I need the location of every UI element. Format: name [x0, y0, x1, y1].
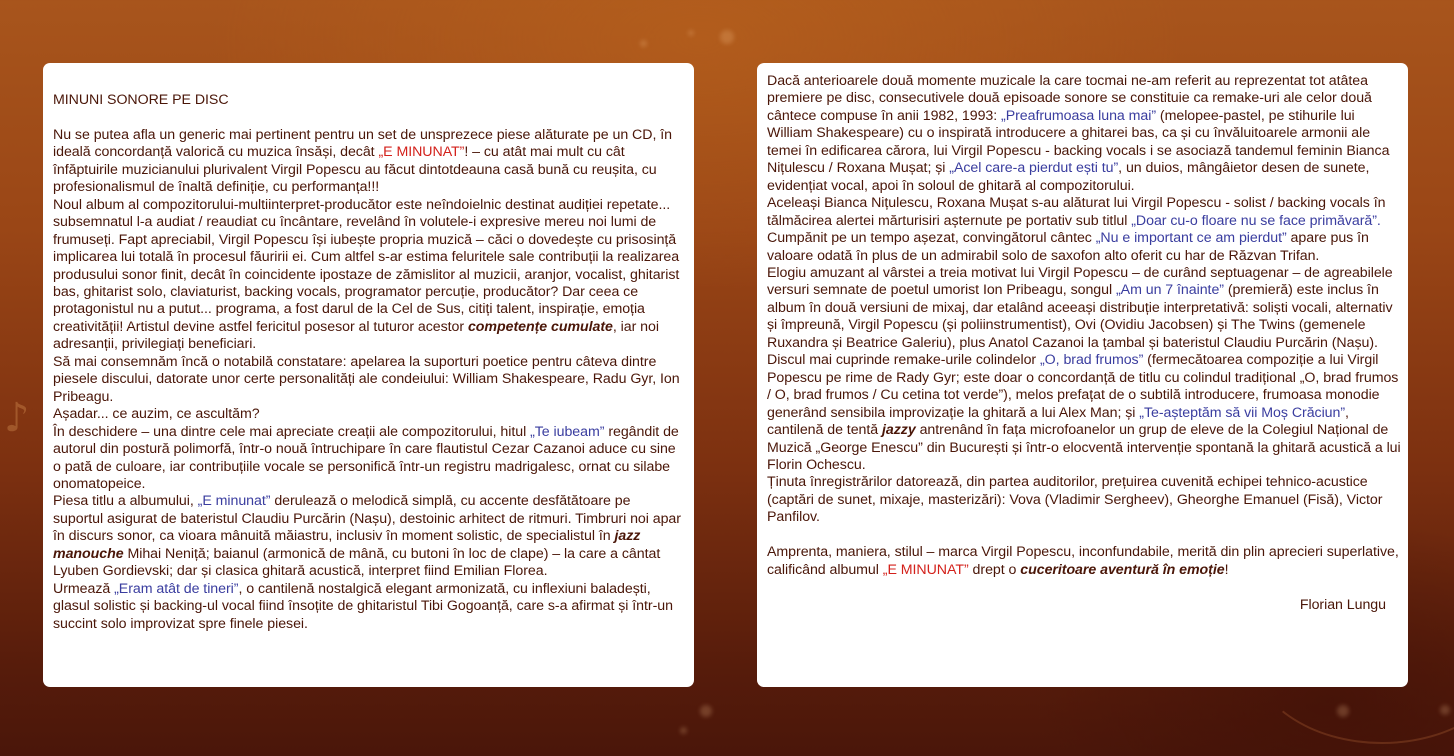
background-sparkle	[688, 30, 694, 36]
paragraph: Să mai consemnăm încă o notabilă constatare: apelarea la suporturi poetice pentru câteva dintre piesele discului, datorate unor certe personalități ale condeiului: William Shakespeare, Radu Gyr, Ion Pribeagu.	[53, 353, 680, 405]
review-panel-left	[43, 63, 694, 687]
song-title: „Preafrumoasa luna mai”	[1001, 107, 1157, 124]
song-title: „Am un 7 înainte”	[1115, 282, 1224, 299]
text: Piesa titlu a albumului,	[53, 493, 198, 510]
song-title: „Acel care-a pierdut ești tu”	[949, 160, 1119, 177]
text: !	[1224, 561, 1229, 578]
review-panel-right	[757, 63, 1408, 687]
text: (fermecătoarea compoziție a lui Virgil Popescu pe rime de Rady Gyr; este doar o concordanță de titlu cu colindul tradițional „O, brad frumos / O, brad frumos / Cu cetina tot verde”), melos prefațat de o subtilă introducere, frumoasa monodie generând sensibila improvizație la ghitară a lui Alex Man; și	[767, 352, 1399, 421]
text: , un duios, mângâietor desen de sunete, evidențiat vocal, apoi în soloul de ghitară al compozitorului.	[767, 160, 1370, 194]
text: Elogiu amuzant al vârstei a treia motivat lui Virgil Popescu – de curând septuagenar – de agreabilele versuri semnate de poetul umorist Ion Pribeagu, songul	[767, 264, 1393, 299]
paragraph	[53, 197, 684, 354]
text: Amprenta, maniera, stilul – marca Virgil Popescu, inconfundabile, merită din plin aprecieri superlative, calificând albumul	[767, 544, 1399, 578]
text: , iar noi adresanții, privilegiați beneficiari.	[53, 318, 659, 353]
song-title: „Te-așteptăm să vii Moș Crăciun”	[1139, 404, 1346, 421]
paragraph	[767, 195, 1402, 230]
song-title: „Doar cu-o floare nu se face primăvară”.	[1131, 212, 1381, 229]
text: antrenând în fața microfoanelor un grup de eleve de la Colegiul Național de Muzică „George Enescu” din București și într-o elocventă intervenție spontană la ghitară acustică a lui Florin Ochescu.	[767, 422, 1401, 473]
text: În deschidere – una dintre cele mai apreciate creații ale compozitorului, hitul	[53, 423, 531, 440]
text: Nu se putea afla un generic mai pertinent pentru un set de unsprezece piese alăturate pe un CD, în ideală concordanță valorică cu muzica însăși, decât	[53, 126, 672, 161]
text: Urmează	[53, 580, 115, 597]
background-sparkle	[700, 705, 712, 717]
paragraph	[53, 127, 684, 197]
text: Cumpănit pe un tempo așezat, convingătorul cântec	[767, 230, 1096, 247]
emphasis: jazzy	[882, 422, 916, 439]
paragraph	[767, 544, 1402, 579]
emphasis: cuceritoare aventură în emoție	[1020, 561, 1225, 578]
text: Noul album al compozitorului-multiinterpret-producător este neîndoielnic destinat audiției repetate... subsemnatul l-a audiat / reaudiat cu încântare, revelând în volutele-i expresive mereu noi lumi de frumuseți. Fapt apreciabil, Virgil Popescu își iubește propria muzică – căci o dovedește cu prisosință implicarea lui totală în procesul făuririi ei. Cum altfel s-ar estima feluritele sale contribuții la realizarea produsului sonor finit, decât în coincidente ipostaze de zămislitor al muzicii, aranjor, vocalist, ghitarist bas, ghitarist solo, claviaturist, backing vocals, programator percuție, producător? Dar ceea ce protagonistul nu a putut... programa, a fost darul de la Cel de Sus, citiți talent, inspirație, emoția creativității! Artistul devine astfel fericitul posesor al tuturor acestor	[53, 196, 680, 335]
song-title: „Nu e important ce am pierdut”	[1095, 230, 1287, 247]
song-title: „Eram atât de tineri”	[114, 580, 239, 597]
text: Dacă anterioarele două momente muzicale la care tocmai ne-am referit au reprezentat tot atâtea premiere pe disc, consecutivele două episoade sonore se constituie ca remake-uri ale celor două cântece compuse în anii 1982, 1993:	[767, 73, 1372, 124]
paragraph: Așadar... ce auzim, ce ascultăm?	[53, 406, 260, 423]
text: ! – cu atât mai mult cu cât înfăptuirile muzicianului plurivalent Virgil Popescu au făcut dintotdeauna casă bună cu reușita, cu profesionalismul de înaltă definiție, cu performanța!!!	[53, 144, 657, 196]
text: Mihai Neniță; baianul (armonică de mână, cu butoni în loc de clape) – la care a cântat Lyuben Gordievski; dar și clasica ghitară acustică, interpret fiind Emilian Florea.	[53, 545, 661, 580]
text: apare pus în valoare odată în plus de un admirabil solo de saxofon alto oferit cu har de Răzvan Trifan.	[767, 230, 1369, 264]
paragraph	[767, 352, 1402, 474]
text: (melopee-pastel, pe stihurile lui William Shakespeare) cu o inspirată introducere a ghitarei bas, ca și cu învăluitoarele armonii ale temei în edificarea cărora, lui Virgil Popescu - backing vocals i se asociază tandemul feminin Bianca Nițulescu / Roxana Mușat; și	[767, 107, 1390, 177]
album-title-highlight: „E MINUNAT”	[882, 561, 969, 578]
background-sparkle	[640, 40, 647, 47]
album-title-highlight: „E MINUNAT”	[378, 144, 465, 161]
text: Discul mai cuprinde remake-urile colindelor	[767, 352, 1040, 369]
emphasis: competențe cumulate	[467, 318, 613, 335]
song-title: „E minunat”	[197, 493, 271, 510]
paragraph	[53, 424, 684, 494]
song-title: „O, brad frumos”	[1040, 352, 1144, 369]
article-title: MINUNI SONORE PE DISC	[53, 92, 229, 108]
emphasis: jazz manouche	[53, 528, 641, 562]
text: Aceleași Bianca Nițulescu, Roxana Mușat s-au alăturat lui Virgil Popescu - solist / backing vocals în tălmăcirea alertei mărturisiri așternute pe portativ sub titlul	[767, 195, 1386, 229]
background-sparkle	[720, 30, 734, 44]
text: derulează o melodică simplă, cu accente desfătătoare pe suportul asigurat de bateristul Claudiu Purcărin (Nașu), destoinic arhitect de ritmuri. Timbruri noi apar în discurs sonor, ca vioara mânuită măiastru, inclusiv în moment solistic, de specialistul în	[53, 493, 681, 545]
paragraph	[767, 230, 1402, 265]
author-signature: Florian Lungu	[1299, 596, 1386, 613]
paragraph	[767, 265, 1402, 352]
text: (premieră) este inclus în album în două versiuni de mixaj, dar etalând aceeași distribuție interpretativă: soliști vocali, alternativ și împreună, Virgil Popescu (și poliinstrumentist), Ovi (Ovidiu Jacobsen) și The Twins (gemenele Ruxandra și Beatrice Galeriu), plus Anatol Cazanoi la țambal și bateristul Claudiu Purcărin (Nașu).	[767, 282, 1393, 351]
paragraph	[53, 493, 684, 580]
text: regândit de autorul din postură polimorfă, într-o nouă întruchipare în care flautistul Cezar Cazanoi aduce cu sine o pată de culoare, iar contribuțiile vocale se personifică într-un registru madrigalesc, ornat cu silabe onomatopeice.	[53, 423, 679, 492]
song-title: „Te iubeam”	[530, 423, 605, 440]
paragraph	[767, 73, 1402, 195]
text: , cantilenă de tentă	[767, 404, 1349, 439]
text: drept o	[968, 561, 1021, 578]
paragraph: Ținuta înregistrărilor datorează, din partea auditorilor, prețuirea cuvenită echipei tehnico-acustice (captări de sunet, mixaje, masterizări): Vova (Vladimir Sergheev), Gheorghe Emanuel (Fisă), Victor Panfilov.	[767, 474, 1383, 526]
text: , o cantilenă nostalgică elegant armonizată, cu inflexiuni baladești, glasul solistic și backing-ul vocal fiind însoțite de ghitaristul Tibi Gogoanță, care s-a afirmat și într-un succint solo improvizat spre finele piesei.	[53, 580, 673, 632]
background-sparkle	[680, 727, 687, 734]
paragraph	[53, 581, 684, 633]
music-note-icon: ♪	[4, 395, 30, 441]
